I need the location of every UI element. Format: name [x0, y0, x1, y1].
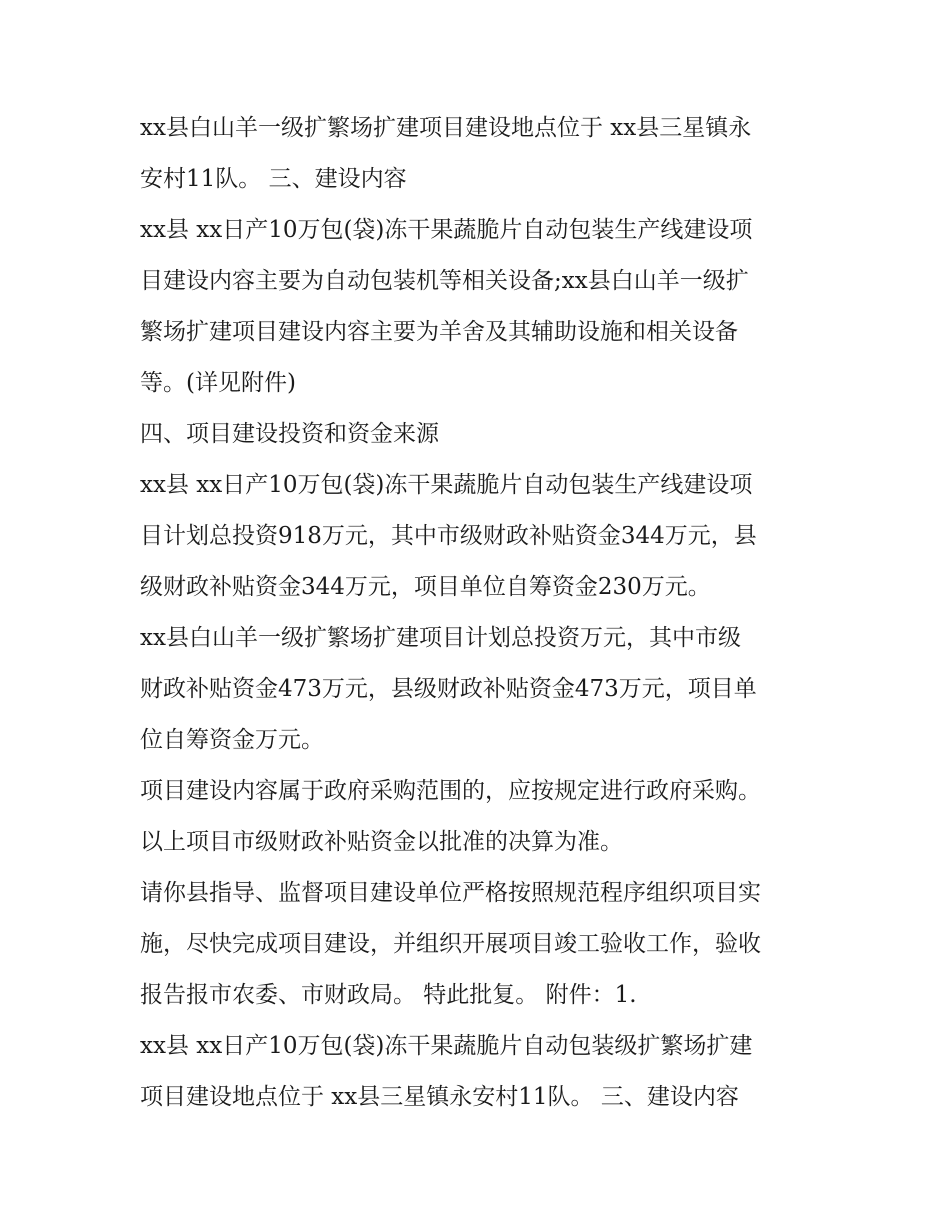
text-line: 级财政补贴资金344万元，项目单位自筹资金230万元。 [140, 574, 711, 600]
text-line: xx县白山羊一级扩繁场扩建项目计划总投资万元，其中市级 [140, 625, 741, 651]
text-line: 等。(详见附件) [140, 370, 296, 396]
text-line: 四、项目建设投资和资金来源 [140, 421, 439, 447]
text-line: 项目建设内容属于政府采购范围的，应按规定进行政府采购。 [140, 778, 761, 804]
paragraph-instructions [140, 868, 820, 1021]
text-line: 请你县指导、监督项目建设单位严格按照规范程序组织项目实 [140, 880, 761, 906]
text-line: xx县 xx日产10万包(袋)冻干果蔬脆片自动包装生产线建设项 [140, 217, 753, 243]
text-line: 繁场扩建项目建设内容主要为羊舍及其辅助设施和相关设备 [140, 319, 738, 345]
document-body [140, 103, 820, 1123]
paragraph-investment-packaging [140, 460, 820, 613]
paragraph-construction-content [140, 205, 820, 409]
paragraph-location [140, 103, 820, 205]
text-line: xx县 xx日产10万包(袋)冻干果蔬脆片自动包装级扩繁场扩建 [140, 1033, 753, 1059]
text-line: 目建设内容主要为自动包装机等相关设备;xx县白山羊一级扩 [140, 268, 749, 294]
text-line: 项目建设地点位于 xx县三星镇永安村11队。 三、建设内容 [140, 1084, 739, 1110]
text-line: 以上项目市级财政补贴资金以批准的决算为准。 [140, 829, 623, 855]
paragraph-procurement [140, 766, 820, 817]
text-line: 目计划总投资918万元，其中市级财政补贴资金344万元，县 [140, 523, 757, 549]
text-line: 位自筹资金万元。 [140, 727, 324, 753]
text-line: xx县白山羊一级扩繁场扩建项目建设地点位于 xx县三星镇永 [140, 115, 752, 141]
text-line: xx县 xx日产10万包(袋)冻干果蔬脆片自动包装生产线建设项 [140, 472, 753, 498]
text-line: 财政补贴资金473万元，县级财政补贴资金473万元，项目单 [140, 676, 757, 702]
paragraph-investment-goat-farm [140, 613, 820, 766]
text-line: 安村11队。 三、建设内容 [140, 166, 407, 192]
text-line: 施，尽快完成项目建设，并组织开展项目竣工验收工作，验收 [140, 931, 761, 957]
text-line: 报告报市农委、市财政局。 特此批复。 附件：1. [140, 982, 637, 1008]
section-heading-investment [140, 409, 820, 460]
paragraph-final-accounts [140, 817, 820, 868]
paragraph-attachment [140, 1021, 820, 1123]
